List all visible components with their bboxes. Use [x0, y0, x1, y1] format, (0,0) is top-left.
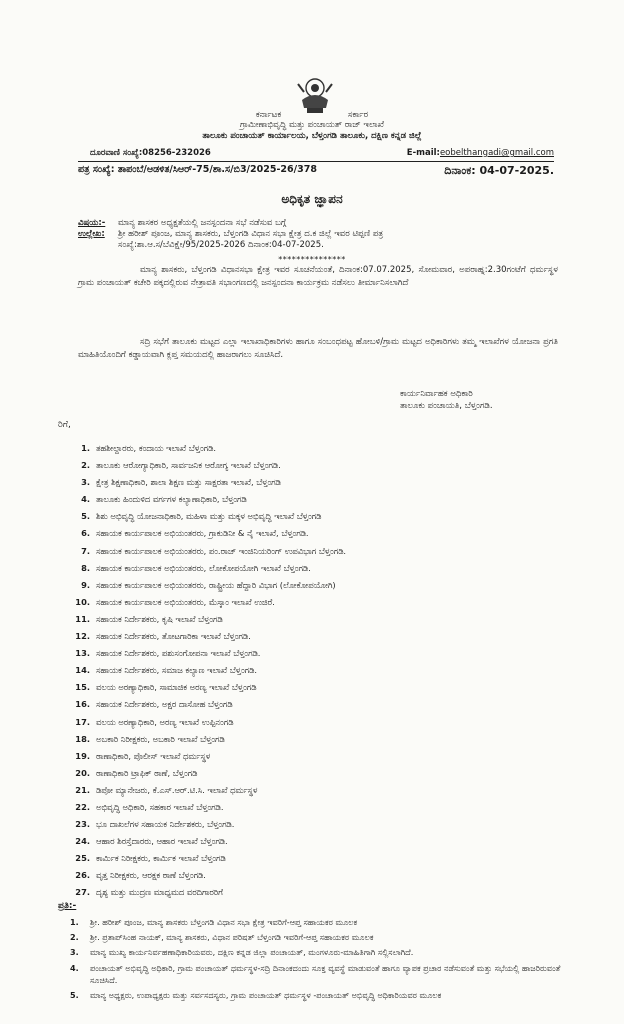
signature-title: ಕಾರ್ಯನಿರ್ವಾಹಕ ಅಧಿಕಾರಿ: [400, 389, 473, 399]
recipient-item-number: 15.: [75, 682, 90, 693]
reference-line1: ಶ್ರೀ ಹರೀಶ್ ಪೂಂಜ, ಮಾನ್ಯ ಶಾಸಕರು, ಬೆಳ್ತಂಗಡಿ ವಿಧಾನ ಸಭಾ ಕ್ಷೇತ್ರ ದ.ಕ ಜಿಲ್ಲೆ ಇವರ ಟಿಪ್ಪಣಿ ಪತ್ರ: [118, 229, 384, 239]
cc-item: [70, 989, 570, 1001]
email-label: E-mail:: [406, 148, 440, 158]
cc-item: [70, 931, 570, 943]
recipient-item: [70, 508, 570, 525]
cc-item-text: ಮಾನ್ಯ ಮುಖ್ಯ ಕಾರ್ಯನಿರ್ವಹಣಾಧಿಕಾರಿಯವರು, ದಕ್ಷಿಣ ಕನ್ನಡ ಜಿಲ್ಲಾ ಪಂಚಾಯತ್, ಮಂಗಳೂರು-ಮಾಹಿತಿಗಾಗಿ ಸಲ್ಲಿಸಲಾಗಿದೆ.: [90, 947, 414, 958]
cc-item: [70, 962, 570, 986]
recipient-item-text: ತಾಲೂಕು ಹಿಂದುಳಿದ ವರ್ಗಗಳ ಕಲ್ಯಾಣಾಧಿಕಾರಿ, ಬೆಳ್ತಂಗಡಿ: [96, 494, 247, 505]
recipient-item-text: ಸಹಾಯಕ ನಿರ್ದೇಶಕರು, ತೋಟಗಾರಿಕಾ ಇಲಾಖೆ ಬೆಳ್ತಂಗಡಿ.: [96, 631, 251, 642]
cc-item-number: 2.: [70, 932, 79, 943]
recipient-item: [70, 611, 570, 628]
to-label: ರಿಗೆ,: [58, 420, 71, 430]
phone: [90, 148, 211, 158]
recipient-item-number: 14.: [75, 665, 90, 676]
recipient-item-number: 24.: [75, 836, 90, 847]
recipient-item-text: ಅಬಕಾರಿ ನಿರೀಕ್ಷಕರು, ಅಬಕಾರಿ ಇಲಾಖೆ ಬೆಳ್ತಂಗಡಿ: [96, 733, 225, 744]
recipient-item: [70, 679, 570, 696]
email-address[interactable]: eobelthangadi@gmail.com: [439, 148, 554, 158]
recipient-item-number: 17.: [75, 716, 90, 727]
reference-line: [78, 164, 554, 175]
cc-item-number: 5.: [70, 989, 79, 1000]
recipient-item-text: ವಲಯ ಅರಣ್ಯಾಧಿಕಾರಿ, ಸಾಮಾಜಿಕ ಅರಣ್ಯ ಇಲಾಖೆ ಬೆಳ್ತಂಗಡಿ: [96, 682, 257, 693]
recipient-item-number: 23.: [75, 819, 90, 830]
recipient-item-text: ಕ್ಷೇತ್ರ ಶಿಕ್ಷಣಾಧಿಕಾರಿ, ಶಾಲಾ ಶಿಕ್ಷಣ ಮತ್ತು ಸಾಕ್ಷರತಾ ಇಲಾಖೆ, ಬೆಳ್ತಂಗಡಿ: [96, 477, 281, 488]
recipient-item-number: 20.: [75, 767, 90, 778]
recipient-item-number: 7.: [81, 545, 90, 556]
header-office: ತಾಲೂಕು ಪಂಚಾಯತ್ ಕಾರ್ಯಾಲಯ, ಬೆಳ್ತಂಗಡಿ ತಾಲೂಕು, ದಕ್ಷಿಣ ಕನ್ನಡ ಜಿಲ್ಲೆ: [202, 131, 422, 141]
recipient-item-text: ಸಹಾಯಕ ಕಾರ್ಯಪಾಲಕ ಅಭಿಯಂತರರು, ಲೋಕೋಪಯೋಗಿ ಇಲಾಖೆ ಬೆಳ್ತಂಗಡಿ.: [96, 562, 311, 573]
recipient-item: [70, 594, 570, 611]
recipient-item-text: ಕಾರ್ಮಿಕ ನಿರೀಕ್ಷಕರು, ಕಾರ್ಮಿಕ ಇಲಾಖೆ ಬೆಳ್ತಂಗಡಿ: [96, 853, 226, 864]
recipient-item-text: ಸಹಾಯಕ ಕಾರ್ಯಪಾಲಕ ಅಭಿಯಂತರರು, ರಾಷ್ಟ್ರೀಯ ಹೆದ್ದಾರಿ ವಿಭಾಗ (ಲೋಕೋಪಯೋಗಿ): [96, 579, 336, 590]
recipient-item-number: 5.: [81, 511, 90, 522]
recipient-item-number: 13.: [75, 648, 90, 659]
recipient-item: [70, 731, 570, 748]
recipient-item: [70, 440, 570, 457]
cc-item-text: ಶ್ರೀ. ಹರೀಶ್ ಪೂಂಜ, ಮಾನ್ಯ ಶಾಸಕರು ಬೆಳ್ತಂಗಡಿ ವಿಧಾನ ಸಭಾ ಕ್ಷೇತ್ರ ಇವರಿಗೆ-ಆಪ್ತ ಸಹಾಯಕರ ಮೂಲಕ: [90, 917, 358, 927]
recipient-item: [70, 799, 570, 816]
recipient-item-number: 11.: [75, 613, 90, 624]
recipient-item-number: 3.: [81, 477, 90, 488]
recipient-item: [70, 867, 570, 884]
recipient-item: [70, 577, 570, 594]
subject-label: ವಿಷಯ:-: [78, 218, 106, 228]
recipient-item-text: ಭೂ ದಾಖಲೆಗಳ ಸಹಾಯಕ ನಿರ್ದೇಶಕರು, ಬೆಳ್ತಂಗಡಿ.: [96, 819, 235, 830]
recipient-item: [70, 543, 570, 560]
header-left: ಕರ್ನಾಟಕ: [255, 110, 282, 120]
cc-item-number: 4.: [70, 962, 79, 973]
recipient-item: [70, 560, 570, 577]
reference-line2: ಸಂಖ್ಯೆ:ಶಾ.ಆ.ಸ/ಬೆವಿಕ್ಷೇ/95/2025-2026 ದಿನಾಂಕ:04-07-2025.: [118, 240, 324, 250]
cc-item-number: 3.: [70, 947, 79, 958]
recipient-item-number: 16.: [75, 699, 90, 710]
header-divider: [78, 161, 554, 162]
cc-item-number: 1.: [70, 917, 79, 927]
letter-number: ಪತ್ರ ಸಂಖ್ಯೆ: ತಾಪಂಬೆ/ಆಡಳಿತ/ಸಿಆರ್-75/ಶಾ.ಸ/ಬಿ3/2025-26/378: [78, 164, 317, 175]
cc-item-text: ಶ್ರೀ. ಪ್ರತಾಪ್‌ಸಿಂಹ ನಾಯಕ್, ಮಾನ್ಯ ಶಾಸಕರು, ವಿಧಾನ ಪರಿಷತ್ ಬೆಳ್ತಂಗಡಿ ಇವರಿಗೆ-ಆಪ್ತ ಸಹಾಯಕರ ಮೂಲಕ: [90, 932, 374, 943]
recipient-item-text: ಸಹಾಯಕ ನಿರ್ದೇಶಕರು, ಪಶುಸಂಗೋಪನಾ ಇಲಾಖೆ ಬೆಳ್ತಂಗಡಿ.: [96, 648, 261, 659]
phone-number: 08256-232026: [142, 148, 211, 158]
signature-office: ತಾಲೂಕು ಪಂಚಾಯತಿ, ಬೆಳ್ತಂಗಡಿ.: [400, 401, 493, 411]
recipient-item-number: 22.: [75, 801, 90, 812]
recipient-item: [70, 491, 570, 508]
cc-item: [70, 916, 570, 928]
email: [407, 148, 554, 158]
recipient-item-text: ವೃತ್ತ ನಿರೀಕ್ಷಕರು, ಆರಕ್ಷಕ ಠಾಣೆ ಬೆಳ್ತಂಗಡಿ.: [96, 870, 206, 881]
reference-label: ಉಲ್ಲೇಖ:: [78, 229, 105, 239]
paragraph-attendance: ಸದ್ರಿ ಸಭೆಗೆ ತಾಲೂಕು ಮಟ್ಟದ ಎಲ್ಲಾ ಇಲಾಖಾಧಿಕಾರಿಗಳು ಹಾಗೂ ಸಂಬಂಧಪಟ್ಟ ಹೋಬಳಿ/ಗ್ರಾಮ ಮಟ್ಟದ ಅಧಿಕಾರಿಗಳು ತಮ್ಮ ಇಲಾಖೆಗಳ ಯೋಜನಾ ಪ್ರಗತಿ ಮಾಹಿತಿಯೊಂದಿಗೆ ಕಡ್ಡಾಯವಾಗಿ ಕ್ಲಪ್ತ ಸಮಯದಲ್ಲಿ ಹಾಜರಾಗಲು ಸೂಚಿಸಿದೆ.: [78, 337, 558, 360]
recipient-item-text: ತಾಲೂಕು ಆರೋಗ್ಯಾಧಿಕಾರಿ, ಸಾರ್ವಜನಿಕ ಆರೋಗ್ಯ ಇಲಾಖೆ ಬೆಳ್ತಂಗಡಿ.: [96, 460, 281, 471]
recipient-item: [70, 748, 570, 765]
cc-item-text: ಮಾನ್ಯ ಅಧ್ಯಕ್ಷರು, ಉಪಾಧ್ಯಕ್ಷರು ಮತ್ತು ಸರ್ವಸದಸ್ಯರು, ಗ್ರಾಮ ಪಂಚಾಯತ್ ಧರ್ಮಸ್ಥಳ -ಪಂಚಾಯತ್ ಅಭಿವೃದ್ಧಿ ಅಧಿಕಾರಿಯವರ ಮೂಲಕ: [90, 989, 442, 1000]
recipient-item-text: ವಲಯ ಅರಣ್ಯಾಧಿಕಾರಿ, ಅರಣ್ಯ ಇಲಾಖೆ ಉಪ್ಪಿನಂಗಡಿ: [96, 716, 234, 727]
phone-label: ದೂರವಾಣಿ ಸಂಖ್ಯೆ:: [90, 148, 143, 158]
recipient-item-text: ಸಹಾಯಕ ನಿರ್ದೇಶಕರು, ಸಮಾಜ ಕಲ್ಯಾಣ ಇಲಾಖೆ ಬೆಳ್ತಂಗಡಿ.: [96, 665, 258, 676]
recipient-item: [70, 833, 570, 850]
recipient-item-text: ಸಹಾಯಕ ನಿರ್ದೇಶಕರು, ಕೃಷಿ ಇಲಾಖೆ ಬೆಳ್ತಂಗಡಿ: [96, 613, 223, 624]
subject-text: ಮಾನ್ಯ ಶಾಸಕರ ಅಧ್ಯಕ್ಷತೆಯಲ್ಲಿ ಜನಸ್ಪಂದನಾ ಸಭೆ ನಡೆಸುವ ಬಗ್ಗೆ: [118, 218, 287, 228]
recipient-item: [70, 884, 570, 901]
recipient-item-number: 12.: [75, 631, 90, 642]
recipient-item-text: ಆಹಾರ ಶಿರಸ್ತೆದಾರರು, ಆಹಾರ ಇಲಾಖೆ ಬೆಳ್ತಂಗಡಿ.: [96, 836, 228, 847]
cc-item: [70, 946, 570, 958]
recipient-item: [70, 782, 570, 799]
header-right: ಸರ್ಕಾರ: [347, 110, 369, 120]
letter-date: ದಿನಾಂಕ: 04-07-2025.: [444, 164, 554, 177]
recipient-item-text: ಡಿಪೋ ಮ್ಯಾನೇಜರು, ಕೆ.ಎಸ್.ಆರ್.ಟಿ.ಸಿ. ಇಲಾಖೆ ಧರ್ಮಸ್ಥಳ: [96, 784, 258, 795]
recipient-item-number: 19.: [75, 750, 90, 761]
recipient-item-number: 10.: [75, 596, 90, 607]
recipient-item-text: ಸಹಾಯಕ ನಿರ್ದೇಶಕರು, ಅಕ್ಷರ ದಾಸೋಹ ಬೆಳ್ತಂಗಡಿ: [96, 699, 233, 710]
recipient-item: [70, 525, 570, 542]
recipient-item: [70, 714, 570, 731]
cc-item-text: ಪಂಚಾಯತ್ ಅಭಿವೃದ್ಧಿ ಅಧಿಕಾರಿ, ಗ್ರಾಮ ಪಂಚಾಯತ್ ಧರ್ಮಸ್ಥಳ-ಸದ್ರಿ ದಿನಾಂಕದಂದು ಸೂಕ್ತ ವ್ಯವಸ್ಥೆ ಮಾಡುವಂತೆ ಹಾಗೂ ವ್ಯಾಪಕ ಪ್ರಚಾರ ನಡೆಸುವಂತೆ ಮತ್ತು ಸಭೆಯಲ್ಲಿ ಹಾಜರಿರುವಂತೆ ಸೂಚಿಸಿದೆ.: [90, 962, 561, 985]
recipient-item-number: 27.: [75, 887, 90, 898]
recipient-item: [70, 474, 570, 491]
recipient-item-text: ತಹಶೀಲ್ದಾರರು, ಕಂದಾಯ ಇಲಾಖೆ ಬೆಳ್ತಂಗಡಿ.: [96, 443, 217, 453]
recipient-item-text: ದೃಶ್ಯ ಮತ್ತು ಮುದ್ರಣ ಮಾಧ್ಯಮದ ವರದಿಗಾರರಿಗೆ: [96, 887, 223, 898]
recipient-item: [70, 816, 570, 833]
separator: ***************: [278, 255, 346, 264]
paragraph-meeting-notice: ಮಾನ್ಯ ಶಾಸಕರು, ಬೆಳ್ತಂಗಡಿ ವಿಧಾನಸಭಾ ಕ್ಷೇತ್ರ ಇವರ ಸೂಚನೆಯಂತೆ, ದಿನಾಂಕ:07.07.2025, ಸೋಮವಾರ, ಅಪರಾಹ್ನ:2.30ಗಂಟೆಗೆ ಧರ್ಮಸ್ಥಳ ಗ್ರಾಮ ಪಂಚಾಯತ್ ಕಚೇರಿ ಪಕ್ಕದಲ್ಲಿರುವ ನೇತ್ರಾವತಿ ಸಭಾಂಗಣದಲ್ಲಿ ಜನಸ್ಪಂದನಾ ಕಾರ್ಯಕ್ರಮ ನಡೆಸಲು ತೀರ್ಮಾನಿಸಲಾಗಿದೆ: [78, 265, 558, 288]
recipient-item-number: 18.: [75, 733, 90, 744]
recipient-item: [70, 662, 570, 679]
recipient-item: [70, 696, 570, 713]
subject-block: [78, 218, 544, 251]
cc-list: [70, 916, 570, 1004]
recipient-item-number: 9.: [81, 579, 90, 590]
recipient-item: [70, 457, 570, 474]
recipient-item-number: 2.: [81, 460, 90, 471]
recipient-item-number: 4.: [81, 494, 90, 505]
recipient-item-number: 26.: [75, 870, 90, 881]
recipient-item-number: 21.: [75, 784, 90, 795]
recipient-item-text: ಸಹಾಯಕ ಕಾರ್ಯಪಾಲಕ ಅಭಿಯಂತರರು, ಮೆಸ್ಕಾಂ ಇಲಾಖೆ ಉಜಿರೆ.: [96, 596, 275, 607]
recipient-item-number: 6.: [81, 528, 90, 539]
recipient-item-number: 25.: [75, 853, 90, 864]
document-title: ಅಧಿಕೃತ ಜ್ಞಾಪನ: [281, 192, 343, 206]
recipient-item: [70, 850, 570, 867]
cc-label: ಪ್ರತಿ:-: [58, 901, 77, 911]
recipient-item-text: ಅಭಿವೃದ್ಧಿ ಅಧಿಕಾರಿ, ಸಹಕಾರ ಇಲಾಖೆ ಬೆಳ್ತಂಗಡಿ.: [96, 801, 224, 812]
recipient-list: [70, 440, 570, 902]
recipient-item-text: ಠಾಣಾಧಿಕಾರಿ, ಪೊಲೀಸ್ ಇಲಾಖೆ ಧರ್ಮಸ್ಥಳ: [96, 750, 211, 761]
recipient-item-text: ಶಿಶು ಅಭಿವೃದ್ಧಿ ಯೋಜನಾಧಿಕಾರಿ, ಮಹಿಳಾ ಮತ್ತು ಮಕ್ಕಳ ಅಭಿವೃದ್ಧಿ ಇಲಾಖೆ ಬೆಳ್ತಂಗಡಿ: [96, 511, 322, 522]
recipient-item-number: 8.: [81, 562, 90, 573]
recipient-item: [70, 645, 570, 662]
recipient-item: [70, 628, 570, 645]
recipient-item-text: ಠಾಣಾಧಿಕಾರಿ ಟ್ರಾಫಿಕ್ ಠಾಣೆ, ಬೆಳ್ತಂಗಡಿ: [96, 767, 198, 778]
recipient-item-text: ಸಹಾಯಕ ಕಾರ್ಯಪಾಲಕ ಅಭಿಯಂತರರು, ಪಂ.ರಾಜ್ ಇಂಜಿನಿಯರಿಂಗ್ ಉಪವಿಭಾಗ ಬೆಳ್ತಂಗಡಿ.: [96, 545, 347, 556]
recipient-item: [70, 765, 570, 782]
header-department: ಗ್ರಾಮೀಣಾಭಿವೃದ್ಧಿ ಮತ್ತು ಪಂಚಾಯತ್ ರಾಜ್ ಇಲಾಖೆ: [239, 120, 384, 130]
recipient-item-text: ಸಹಾಯಕ ಕಾರ್ಯಪಾಲಕ ಅಭಿಯಂತರರು, ಗ್ರಾಕುಡಿನೀ & ನೈ ಇಲಾಖೆ, ಬೆಳ್ತಂಗಡಿ.: [96, 528, 309, 539]
recipient-item-number: 1.: [81, 443, 90, 453]
